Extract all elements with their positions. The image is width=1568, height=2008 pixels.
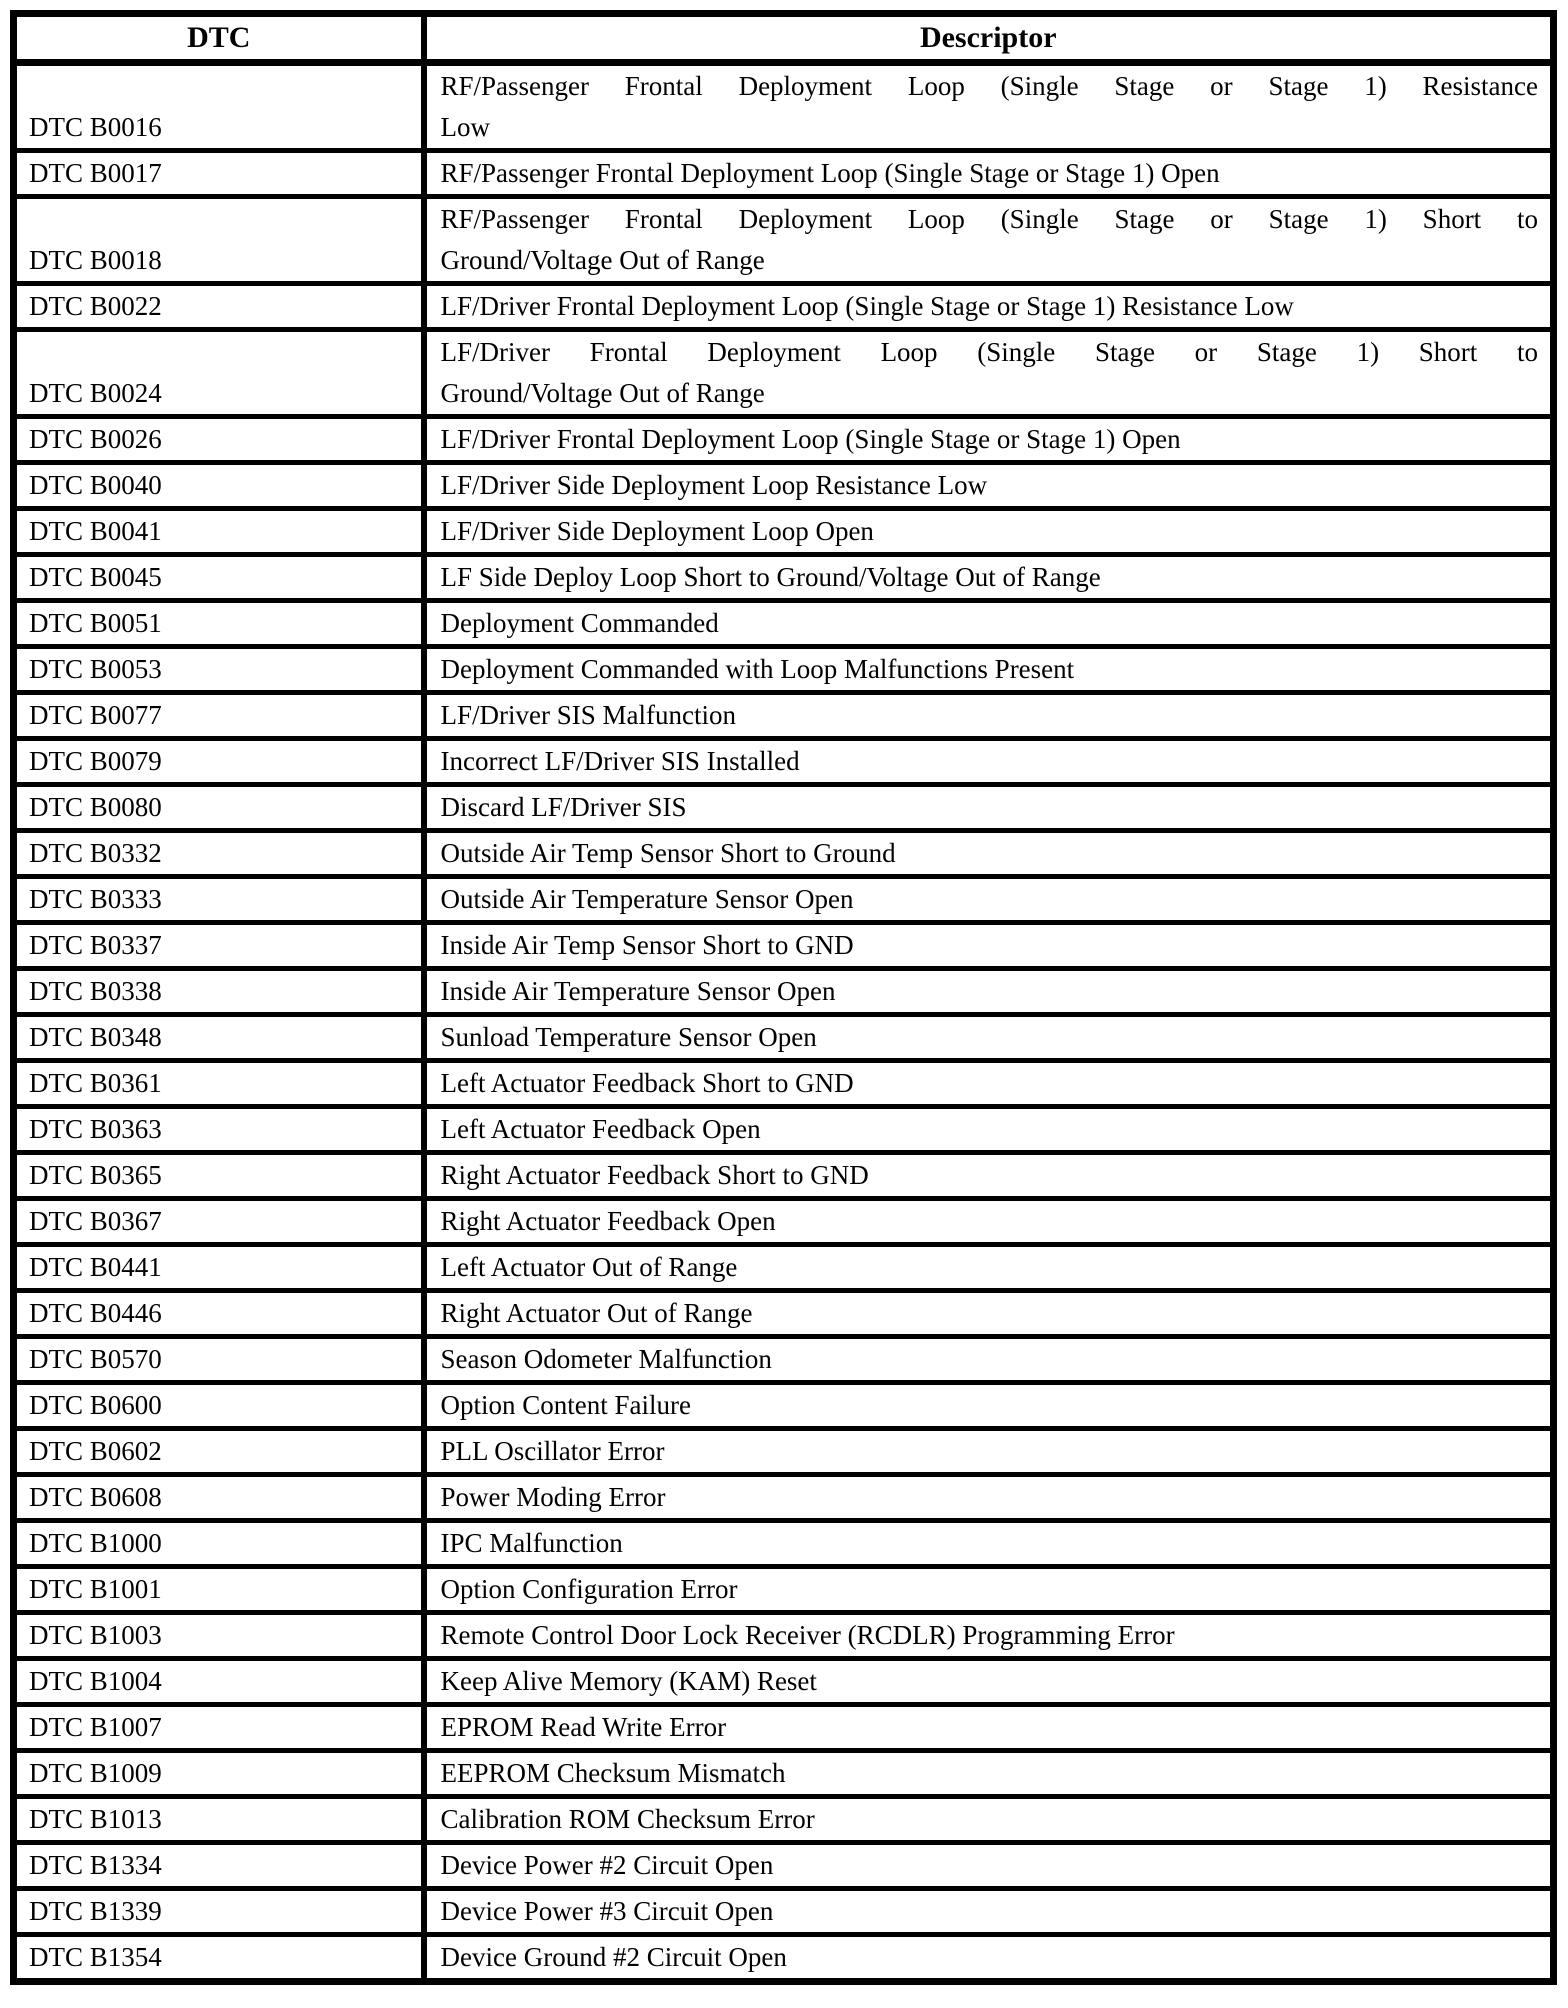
descriptor-cell: Inside Air Temperature Sensor Open bbox=[424, 969, 1554, 1015]
dtc-table bbox=[10, 10, 1557, 1985]
descriptor-cell: RF/Passenger Frontal Deployment Loop (Single Stage or Stage 1) Open bbox=[424, 151, 1554, 197]
dtc-code-cell: DTC B0446 bbox=[14, 1291, 424, 1337]
descriptor-cell: Option Configuration Error bbox=[424, 1567, 1554, 1613]
descriptor-cell: Device Ground #2 Circuit Open bbox=[424, 1935, 1554, 1982]
table-row bbox=[14, 1843, 1554, 1889]
descriptor-cell: Right Actuator Out of Range bbox=[424, 1291, 1554, 1337]
descriptor-cell: Left Actuator Feedback Open bbox=[424, 1107, 1554, 1153]
table-row bbox=[14, 1797, 1554, 1843]
descriptor-cell: Outside Air Temp Sensor Short to Ground bbox=[424, 831, 1554, 877]
descriptor-cell: Deployment Commanded bbox=[424, 601, 1554, 647]
descriptor-cell: Outside Air Temperature Sensor Open bbox=[424, 877, 1554, 923]
descriptor-cell: PLL Oscillator Error bbox=[424, 1429, 1554, 1475]
dtc-code-cell: DTC B0018 bbox=[14, 197, 424, 284]
dtc-code-cell: DTC B1000 bbox=[14, 1521, 424, 1567]
dtc-code-cell: DTC B0348 bbox=[14, 1015, 424, 1061]
table-row bbox=[14, 1613, 1554, 1659]
dtc-code-cell: DTC B1009 bbox=[14, 1751, 424, 1797]
descriptor-line: Ground/Voltage Out of Range bbox=[440, 245, 765, 275]
descriptor-cell: Left Actuator Out of Range bbox=[424, 1245, 1554, 1291]
table-row bbox=[14, 1107, 1554, 1153]
table-row bbox=[14, 969, 1554, 1015]
dtc-code-cell: DTC B1339 bbox=[14, 1889, 424, 1935]
descriptor-cell: LF/Driver Frontal Deployment Loop (Single Stage or Stage 1) Resistance Low bbox=[424, 284, 1554, 330]
dtc-code-cell: DTC B0338 bbox=[14, 969, 424, 1015]
table-row bbox=[14, 739, 1554, 785]
dtc-code-cell: DTC B1354 bbox=[14, 1935, 424, 1982]
dtc-code-cell: DTC B0022 bbox=[14, 284, 424, 330]
descriptor-cell: EPROM Read Write Error bbox=[424, 1705, 1554, 1751]
dtc-code-cell: DTC B1001 bbox=[14, 1567, 424, 1613]
dtc-code-cell: DTC B0337 bbox=[14, 923, 424, 969]
descriptor-cell bbox=[424, 330, 1554, 417]
descriptor-cell: LF/Driver Frontal Deployment Loop (Single Stage or Stage 1) Open bbox=[424, 417, 1554, 463]
table-row bbox=[14, 877, 1554, 923]
descriptor-cell: LF/Driver Side Deployment Loop Resistance Low bbox=[424, 463, 1554, 509]
descriptor-cell bbox=[424, 63, 1554, 151]
table-row bbox=[14, 1291, 1554, 1337]
descriptor-line: RF/Passenger Frontal Deployment Loop (Single Stage or Stage 1) Short to bbox=[440, 204, 1538, 234]
descriptor-line: Ground/Voltage Out of Range bbox=[440, 378, 765, 408]
table-row bbox=[14, 284, 1554, 330]
dtc-code-cell: DTC B0077 bbox=[14, 693, 424, 739]
table-row bbox=[14, 509, 1554, 555]
dtc-code-cell: DTC B0365 bbox=[14, 1153, 424, 1199]
descriptor-cell: Season Odometer Malfunction bbox=[424, 1337, 1554, 1383]
table-row bbox=[14, 1935, 1554, 1982]
table-row bbox=[14, 831, 1554, 877]
dtc-code-cell: DTC B0602 bbox=[14, 1429, 424, 1475]
dtc-code-cell: DTC B0367 bbox=[14, 1199, 424, 1245]
table-row bbox=[14, 1521, 1554, 1567]
descriptor-cell: Calibration ROM Checksum Error bbox=[424, 1797, 1554, 1843]
table-row bbox=[14, 63, 1554, 151]
descriptor-cell: Right Actuator Feedback Open bbox=[424, 1199, 1554, 1245]
table-row bbox=[14, 1061, 1554, 1107]
dtc-code-cell: DTC B0041 bbox=[14, 509, 424, 555]
descriptor-line: RF/Passenger Frontal Deployment Loop (Single Stage or Stage 1) Resistance bbox=[440, 71, 1538, 101]
descriptor-cell: Right Actuator Feedback Short to GND bbox=[424, 1153, 1554, 1199]
descriptor-cell: LF Side Deploy Loop Short to Ground/Voltage Out of Range bbox=[424, 555, 1554, 601]
table-row bbox=[14, 1659, 1554, 1705]
table-row bbox=[14, 463, 1554, 509]
dtc-code-cell: DTC B1013 bbox=[14, 1797, 424, 1843]
dtc-code-cell: DTC B0016 bbox=[14, 63, 424, 151]
table-row bbox=[14, 1475, 1554, 1521]
table-row bbox=[14, 1015, 1554, 1061]
dtc-code-cell: DTC B0363 bbox=[14, 1107, 424, 1153]
dtc-code-cell: DTC B0080 bbox=[14, 785, 424, 831]
table-row bbox=[14, 1245, 1554, 1291]
table-row bbox=[14, 417, 1554, 463]
descriptor-cell: Deployment Commanded with Loop Malfunctions Present bbox=[424, 647, 1554, 693]
table-row bbox=[14, 1889, 1554, 1935]
table-row bbox=[14, 1383, 1554, 1429]
descriptor-cell: Device Power #2 Circuit Open bbox=[424, 1843, 1554, 1889]
dtc-code-cell: DTC B0333 bbox=[14, 877, 424, 923]
table-row bbox=[14, 1751, 1554, 1797]
descriptor-cell: Inside Air Temp Sensor Short to GND bbox=[424, 923, 1554, 969]
table-row bbox=[14, 1567, 1554, 1613]
dtc-code-cell: DTC B0053 bbox=[14, 647, 424, 693]
header-row bbox=[14, 14, 1554, 63]
descriptor-cell: IPC Malfunction bbox=[424, 1521, 1554, 1567]
table-row bbox=[14, 330, 1554, 417]
table-header bbox=[14, 14, 1554, 63]
dtc-code-cell: DTC B0570 bbox=[14, 1337, 424, 1383]
table-row bbox=[14, 647, 1554, 693]
dtc-code-cell: DTC B0045 bbox=[14, 555, 424, 601]
descriptor-cell: Option Content Failure bbox=[424, 1383, 1554, 1429]
header-descriptor: Descriptor bbox=[424, 14, 1554, 63]
table-row bbox=[14, 1705, 1554, 1751]
dtc-code-cell: DTC B1334 bbox=[14, 1843, 424, 1889]
header-dtc: DTC bbox=[14, 14, 424, 63]
dtc-code-cell: DTC B0332 bbox=[14, 831, 424, 877]
table-row bbox=[14, 1429, 1554, 1475]
descriptor-line: LF/Driver Frontal Deployment Loop (Single Stage or Stage 1) Short to bbox=[440, 337, 1538, 367]
dtc-code-cell: DTC B0051 bbox=[14, 601, 424, 647]
table-row bbox=[14, 1153, 1554, 1199]
dtc-code-cell: DTC B1003 bbox=[14, 1613, 424, 1659]
descriptor-cell: Remote Control Door Lock Receiver (RCDLR) Programming Error bbox=[424, 1613, 1554, 1659]
table-body bbox=[14, 63, 1554, 1982]
descriptor-cell: EEPROM Checksum Mismatch bbox=[424, 1751, 1554, 1797]
table-row bbox=[14, 1337, 1554, 1383]
descriptor-cell: Device Power #3 Circuit Open bbox=[424, 1889, 1554, 1935]
descriptor-cell: LF/Driver Side Deployment Loop Open bbox=[424, 509, 1554, 555]
descriptor-cell: Discard LF/Driver SIS bbox=[424, 785, 1554, 831]
table-row bbox=[14, 693, 1554, 739]
descriptor-cell bbox=[424, 197, 1554, 284]
dtc-code-cell: DTC B0024 bbox=[14, 330, 424, 417]
descriptor-line: Low bbox=[440, 112, 490, 142]
descriptor-cell: Keep Alive Memory (KAM) Reset bbox=[424, 1659, 1554, 1705]
dtc-code-cell: DTC B0040 bbox=[14, 463, 424, 509]
descriptor-cell: Incorrect LF/Driver SIS Installed bbox=[424, 739, 1554, 785]
table-row bbox=[14, 151, 1554, 197]
dtc-code-cell: DTC B0608 bbox=[14, 1475, 424, 1521]
table-row bbox=[14, 1199, 1554, 1245]
dtc-code-cell: DTC B0017 bbox=[14, 151, 424, 197]
dtc-code-cell: DTC B0441 bbox=[14, 1245, 424, 1291]
table-row bbox=[14, 555, 1554, 601]
table-row bbox=[14, 923, 1554, 969]
table-row bbox=[14, 197, 1554, 284]
dtc-code-cell: DTC B0361 bbox=[14, 1061, 424, 1107]
descriptor-cell: Left Actuator Feedback Short to GND bbox=[424, 1061, 1554, 1107]
dtc-code-cell: DTC B0079 bbox=[14, 739, 424, 785]
dtc-code-cell: DTC B0026 bbox=[14, 417, 424, 463]
descriptor-cell: Sunload Temperature Sensor Open bbox=[424, 1015, 1554, 1061]
table-row bbox=[14, 785, 1554, 831]
table-row bbox=[14, 601, 1554, 647]
dtc-code-cell: DTC B1007 bbox=[14, 1705, 424, 1751]
descriptor-cell: LF/Driver SIS Malfunction bbox=[424, 693, 1554, 739]
descriptor-cell: Power Moding Error bbox=[424, 1475, 1554, 1521]
dtc-code-cell: DTC B1004 bbox=[14, 1659, 424, 1705]
dtc-code-cell: DTC B0600 bbox=[14, 1383, 424, 1429]
